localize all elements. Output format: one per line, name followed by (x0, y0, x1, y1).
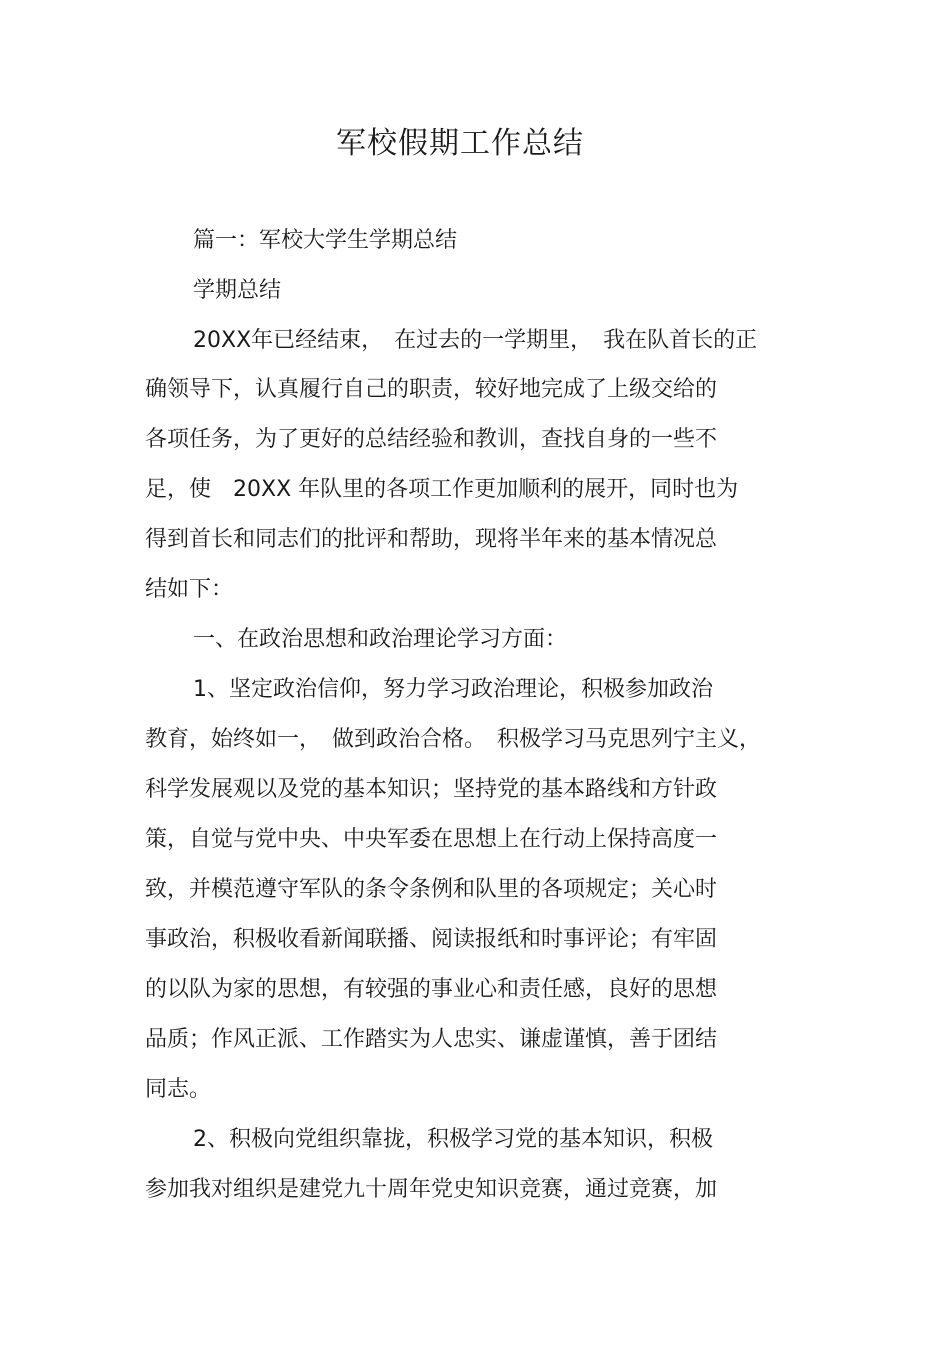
paragraph-line: 品质；作风正派、工作踏实为人忠实、谦虚谨慎，善于团结 (145, 1027, 718, 1052)
paragraph-line: 得到首长和同志们的批评和帮助，现将半年来的基本情况总 (145, 527, 718, 552)
paragraph-line: 2、积极向党组织靠拢，积极学习党的基本知识，积极 (193, 1127, 713, 1152)
subheading: 学期总结 (193, 278, 282, 303)
paragraph-line: 致，并模范遵守军队的条令条例和队里的各项规定；关心时 (145, 877, 718, 902)
document-title: 军校假期工作总结 (336, 126, 584, 161)
paragraph-line: 策，自觉与党中央、中央军委在思想上在行动上保持高度一 (145, 827, 718, 852)
paragraph-line: 确领导下，认真履行自己的职责，较好地完成了上级交给的 (145, 377, 718, 402)
paragraph-line: 结如下： (145, 577, 234, 602)
paragraph-line: 足，使 20XX 年队里的各项工作更加顺利的展开，同时也为 (145, 477, 739, 502)
paragraph-line: 1、坚定政治信仰，努力学习政治理论，积极参加政治 (193, 677, 713, 702)
section-heading: 一、在政治思想和政治理论学习方面： (193, 627, 568, 652)
paragraph-line: 教育，始终如一， 做到政治合格。 积极学习马克思列宁主义， (145, 727, 762, 752)
paragraph-line: 20XX年已经结束， 在过去的一学期里， 我在队首长的正 (193, 328, 758, 353)
paragraph-line: 同志。 (145, 1077, 212, 1102)
paragraph-line: 事政治，积极收看新闻联播、阅读报纸和时事评论；有牢固 (145, 927, 718, 952)
paragraph-line: 科学发展观以及党的基本知识；坚持党的基本路线和方针政 (145, 777, 718, 802)
paragraph-line: 各项任务，为了更好的总结经验和教训，查找自身的一些不 (145, 427, 718, 452)
paragraph-line: 的以队为家的思想，有较强的事业心和责任感，良好的思想 (145, 977, 718, 1002)
section-heading: 篇一：军校大学生学期总结 (193, 228, 458, 253)
paragraph-line: 参加我对组织是建党九十周年党史知识竞赛，通过竞赛，加 (145, 1177, 718, 1202)
